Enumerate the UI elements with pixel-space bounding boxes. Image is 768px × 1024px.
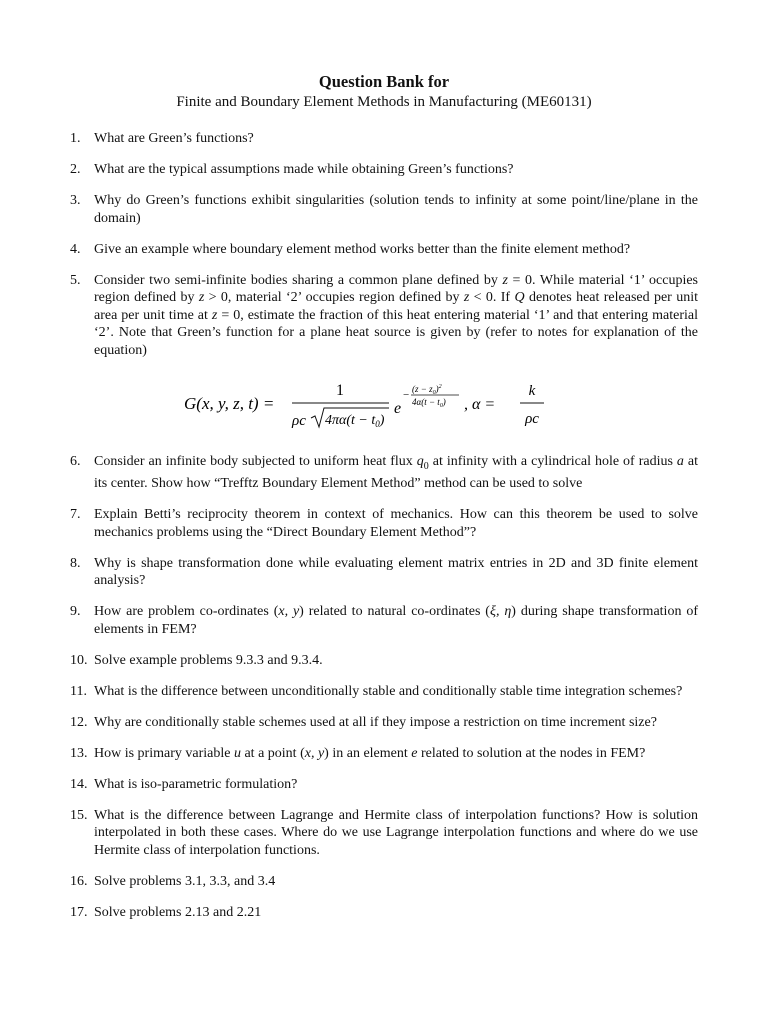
greens-function-equation — [70, 373, 698, 435]
question-item — [70, 807, 698, 860]
question-text: Give an example where boundary element method works better than the finite element method? — [94, 241, 631, 257]
question-item — [70, 130, 698, 148]
question-number: 4. — [70, 241, 81, 257]
question-number: 12. — [70, 714, 88, 730]
equation-numerator: 1 — [336, 382, 344, 399]
question-item — [70, 453, 698, 493]
question-number: 10. — [70, 652, 88, 668]
question-item — [70, 192, 698, 227]
svg-text:ρc: ρc — [525, 411, 539, 427]
question-item — [70, 506, 698, 541]
question-text: Solve problems 3.1, 3.3, and 3.4 — [94, 873, 276, 889]
question-number: 14. — [70, 776, 88, 792]
equation-denominator-rhoc: ρc — [292, 413, 306, 429]
question-number: 9. — [70, 604, 81, 620]
question-number: 17. — [70, 904, 88, 920]
question-text: Consider two semi-infinite bodies sharing a common plane defined by z = 0. While material ‘1’ occupies region defined by z > 0, material ‘2’ occupies region defined by z < 0. If Q denotes heat released per unit area per unit time at z = 0, estimate the fraction of this heat entering material ‘1’ and that entering material ‘2’. Note that Green’s function for a plane heat source is given by (refer to notes for explanation of the equation) — [94, 272, 699, 358]
question-item — [70, 745, 698, 763]
equation-lhs: G(x, y, z, t) = — [184, 394, 275, 413]
question-item — [70, 272, 698, 360]
question-text: Why is shape transformation done while evaluating element matrix entries in 2D and 3D finite element analysis? — [94, 555, 698, 589]
question-text: What are the typical assumptions made while obtaining Green’s functions? — [94, 162, 514, 177]
question-text: Why are conditionally stable schemes used at all if they impose a restriction on time increment size? — [94, 714, 657, 730]
question-text: How is primary variable u at a point (x, y) in an element e related to solution at the nodes in FEM? — [94, 745, 646, 761]
question-item — [70, 241, 698, 259]
question-item — [70, 776, 698, 794]
page-subtitle: Finite and Boundary Element Methods in Manufacturing (ME60131) — [176, 94, 592, 110]
page-title: Question Bank for — [318, 72, 450, 91]
question-number: 11. — [70, 683, 87, 699]
svg-text:4πα(t − t0): $4\pi\alpha(t - t_0)$ — [325, 413, 385, 429]
question-text: Consider an infinite body subjected to uniform heat flux $q_0$ at infinity with a cylindrical hole of radius a at its center. Show how “Trefftz Boundary Element Method” method can be used to solve — [94, 454, 698, 492]
question-item — [70, 873, 698, 891]
question-text: How are problem co-ordinates (x, y) related to natural co-ordinates (ξ, η) during shape transformation of elements in FEM? — [94, 604, 698, 637]
svg-text:4α(t − t0): $4\alpha(t - t_0)$ — [412, 397, 446, 409]
exp-base: e — [394, 400, 402, 417]
svg-text:k: k — [528, 383, 536, 399]
question-number: 3. — [70, 193, 81, 208]
question-number: 2. — [70, 162, 81, 177]
question-text: Explain Betti’s reciprocity theorem in context of mechanics. How can this theorem be used to solve mechanics problems using the “Direct Boundary Element Method”? — [94, 507, 698, 540]
question-number: 6. — [70, 454, 81, 469]
question-number: 15. — [70, 807, 88, 823]
question-text: Solve example problems 9.3.3 and 9.3.4. — [94, 652, 323, 668]
question-number: 7. — [70, 507, 81, 523]
question-list — [70, 130, 698, 935]
question-item — [70, 603, 698, 638]
question-number: 13. — [70, 745, 88, 761]
question-text: Why do Green’s functions exhibit singularities (solution tends to infinity at some point/line/plane in the domain) — [94, 193, 698, 226]
question-item — [70, 683, 698, 701]
question-number: 16. — [70, 873, 88, 889]
alpha-definition: , α = — [464, 396, 496, 413]
question-text: What is the difference between unconditionally stable and conditionally stable time integration schemes? — [94, 683, 683, 699]
question-number: 5. — [70, 272, 81, 288]
question-item — [70, 714, 698, 732]
question-text: What are Green’s functions? — [94, 131, 254, 146]
exp-minus: − — [403, 389, 410, 401]
question-item — [70, 904, 698, 922]
question-text: Solve problems 2.13 and 2.21 — [94, 904, 262, 920]
svg-text:(z − z0)2: $(z - z_0)^2$ — [412, 384, 442, 396]
question-item — [70, 652, 698, 670]
question-number: 1. — [70, 131, 81, 146]
question-number: 8. — [70, 555, 81, 571]
question-text: What is the difference between Lagrange and Hermite class of interpolation functions? How is solution interpolated in both these cases. Where do we use Lagrange interpolation functions and where do we use Hermite class of interpolation functions. — [94, 807, 698, 858]
question-text: What is iso-parametric formulation? — [94, 776, 298, 792]
question-item — [70, 555, 698, 590]
question-item — [70, 161, 698, 179]
